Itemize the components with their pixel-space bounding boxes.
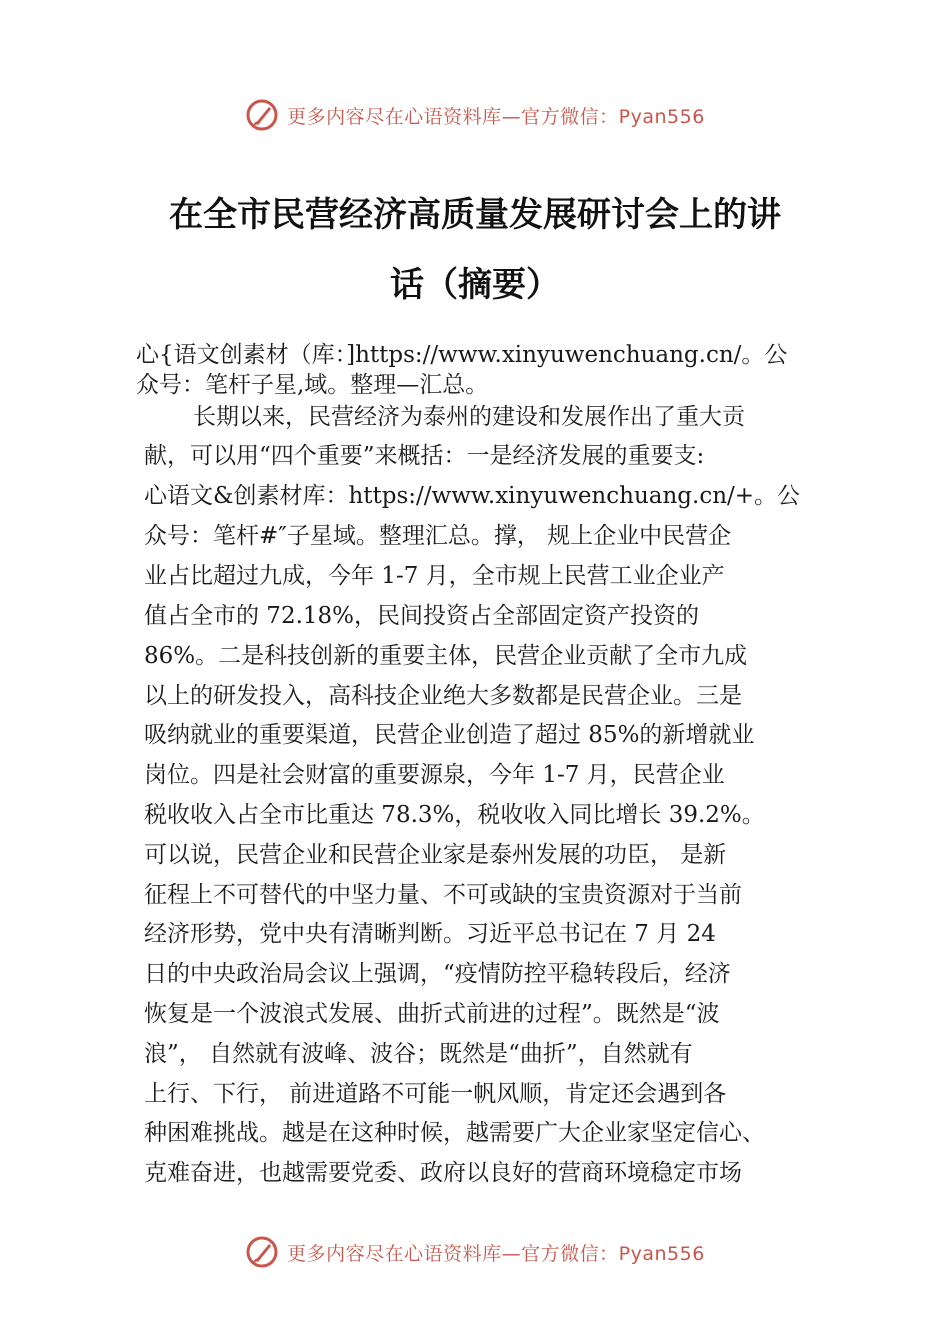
text-line: 值占全市的 72.18%，民间投资占全部固定资产投资的 [144,603,700,629]
text-line: 众号：笔杆#″子星域。整理汇总。撑， 规上企业中民营企 [144,523,732,549]
text-line: 众号：笔杆子星,域。整理—汇总。 [136,372,489,398]
text-line: 克难奋进，也越需要党委、政府以良好的营商环境稳定市场 [144,1160,742,1186]
text-line: 吸纳就业的重要渠道，民营企业创造了超过 85%的新增就业 [144,722,755,748]
text-line: 征程上不可替代的中坚力量、不可或缺的宝贵资源对于当前 [144,882,742,908]
text-line: 86%。二是科技创新的重要主体，民营企业贡献了全市九成 [144,643,748,669]
text-line: 恢复是一个波浪式发展、曲折式前进的过程”。既然是“波 [144,1001,720,1027]
text-line: 岗位。四是社会财富的重要源泉，今年 1-7 月，民营企业 [144,762,725,788]
text-line: 业占比超过九成，今年 1-7 月，全市规上民营工业企业产 [144,563,725,589]
footer-watermark [0,1232,950,1272]
text-line: 献，可以用“四个重要”来概括：一是经济发展的重要支: [144,443,705,469]
text-line: 可以说，民营企业和民营企业家是泰州发展的功臣， 是新 [144,842,727,868]
text-line: 经济形势，党中央有清晰判断。习近平总书记在 7 月 24 [144,921,716,947]
header-watermark [0,95,950,135]
page-title-line-1: 在全市民营经济高质量发展研讨会上的讲 [169,195,781,235]
watermark-text: 更多内容尽在心语资料库—官方微信：Pyan556 [287,1242,705,1265]
text-line: 浪”， 自然就有波峰、波谷；既然是“曲折”，自然就有 [144,1041,693,1067]
quill-logo-icon [245,1235,279,1269]
quill-logo-icon [245,98,279,132]
text-line: 税收收入占全市比重达 78.3%，税收收入同比增长 39.2%。 [144,802,765,828]
text-line: 种困难挑战。越是在这种时候，越需要广大企业家坚定信心、 [144,1120,765,1146]
text-line: 上行、下行， 前进道路不可能一帆风顺，肯定还会遇到各 [144,1081,727,1107]
text-line: 日的中央政治局会议上强调，“疫情防控平稳转段后，经济 [144,961,731,987]
text-line: 长期以来，民营经济为泰州的建设和发展作出了重大贡 [193,404,745,430]
page-title-line-2: 话（摘要） [390,265,560,305]
text-line: 心语文&创素材库：https://www.xinyuwenchuang.cn/+。公 [144,483,801,509]
text-line: 以上的研发投入，高科技企业绝大多数都是民营企业。三是 [144,683,742,709]
watermark-text: 更多内容尽在心语资料库—官方微信：Pyan556 [287,105,705,128]
text-line: 心{语文创素材（库：]https://www.xinyuwenchuang.cn/。公 [136,342,788,368]
